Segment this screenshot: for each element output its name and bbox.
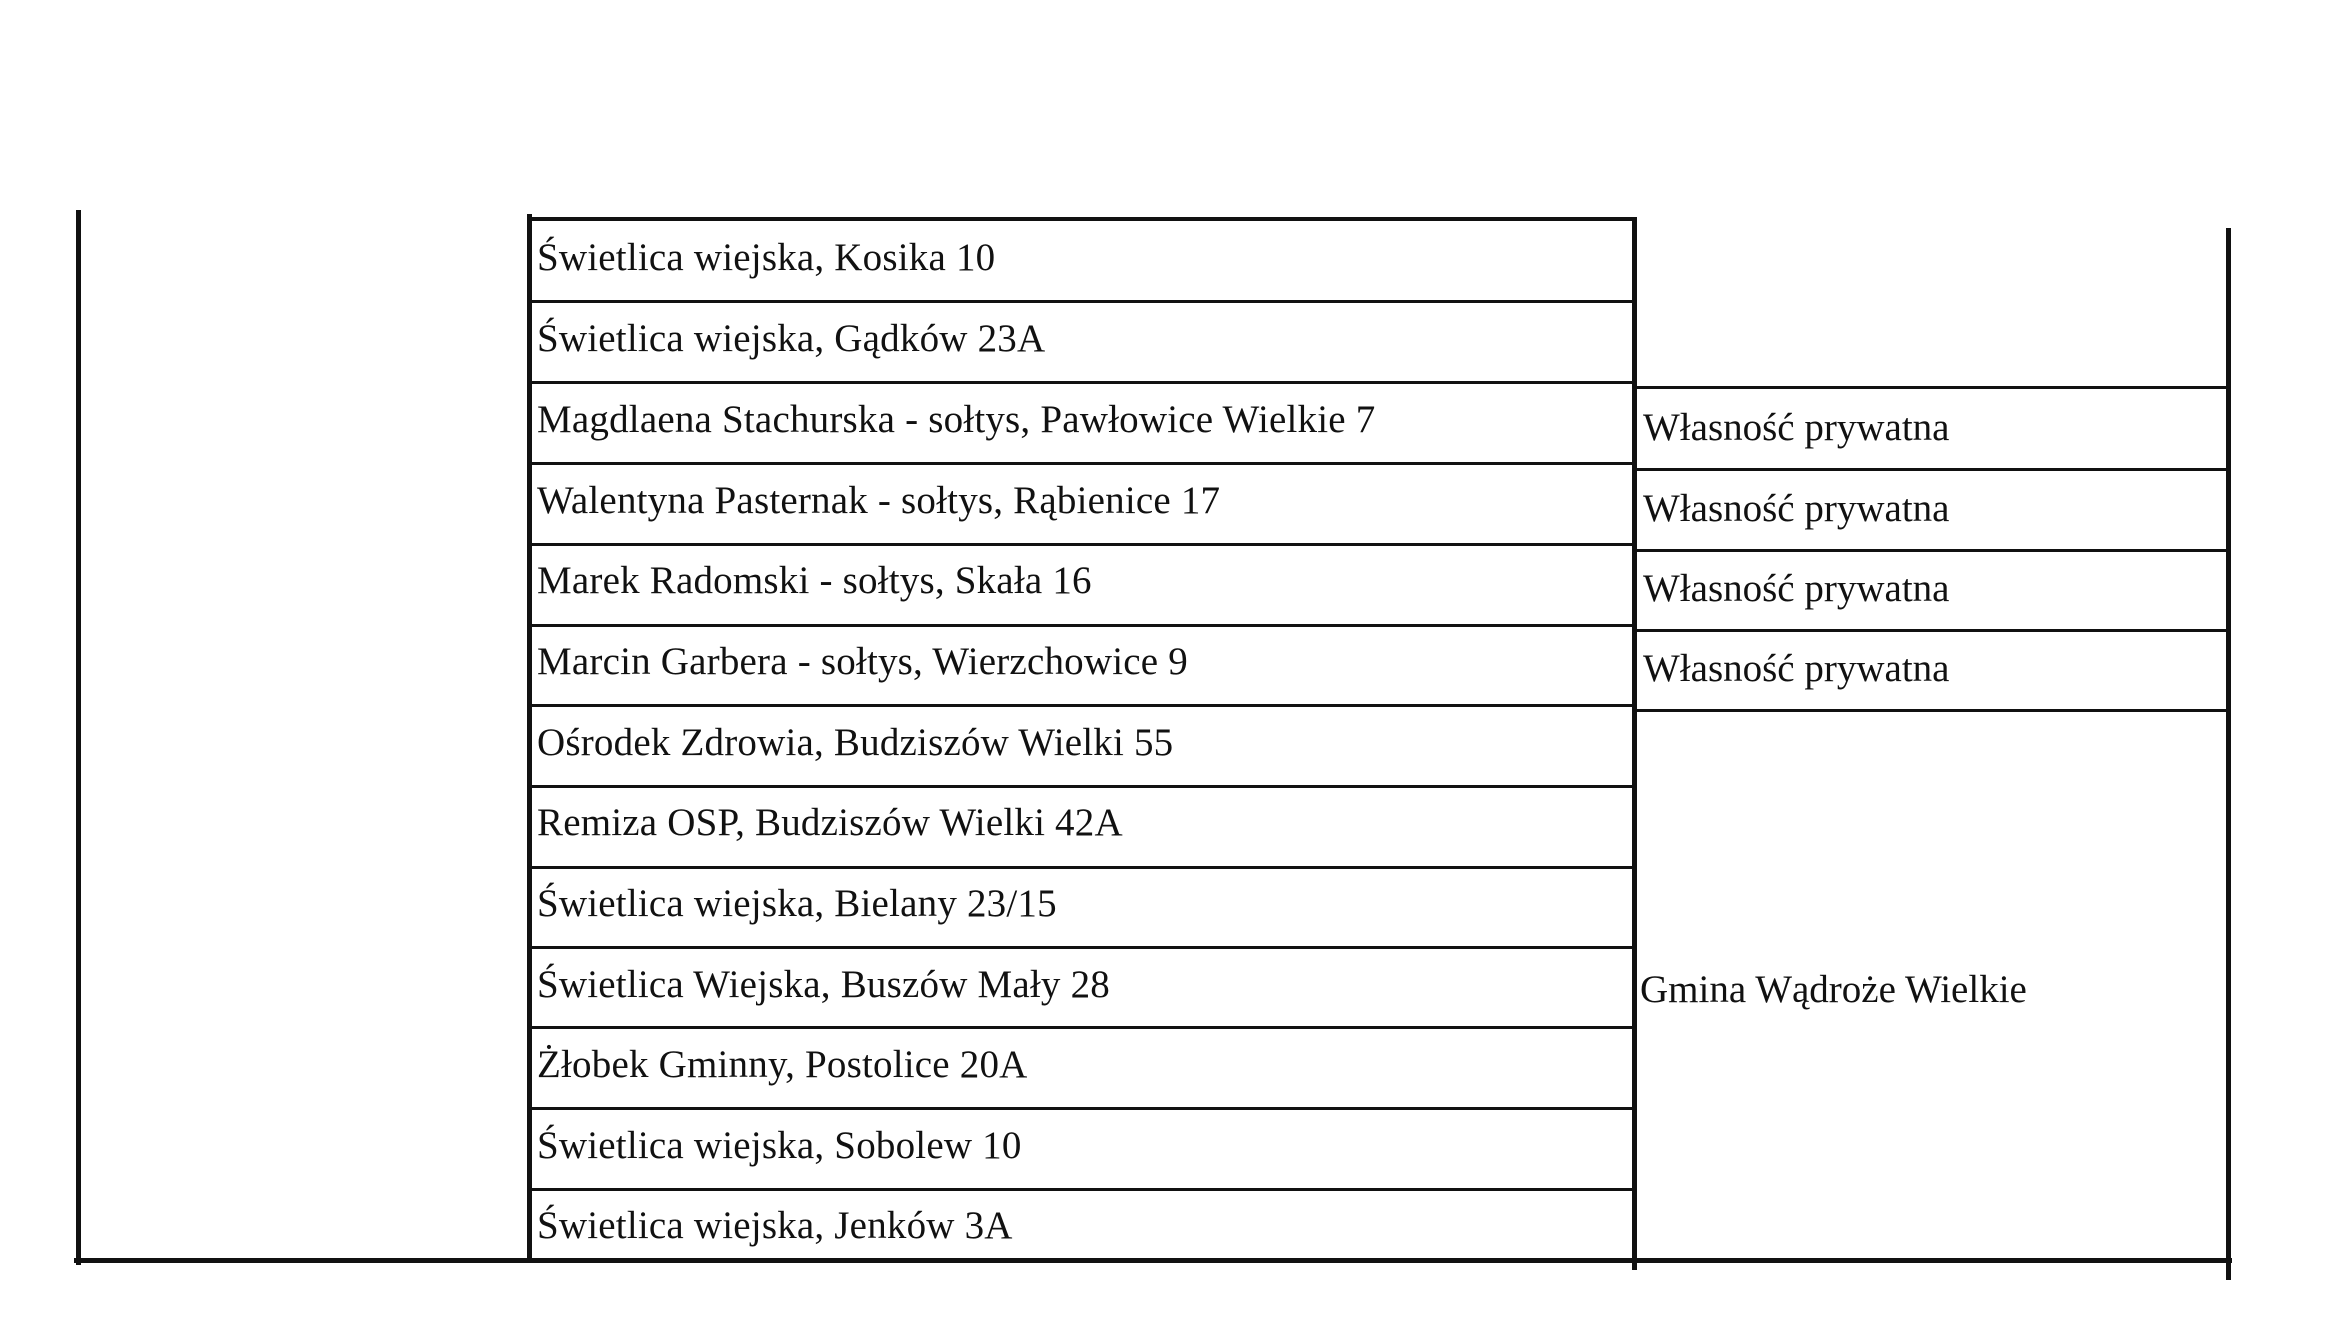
row-separator [530,785,1635,788]
table-cell-location: Walentyna Pasternak - sołtys, Rąbienice 17 [537,479,1221,522]
row-separator [530,300,1635,303]
right-row-separator [1634,468,2228,471]
table-cell-location: Remiza OSP, Budziszów Wielki 42A [537,801,1123,844]
row-separator [530,543,1635,546]
table-cell-location: Marek Radomski - sołtys, Skała 16 [537,559,1092,602]
table-cell-location: Świetlica wiejska, Sobolew 10 [537,1124,1022,1167]
table-cell-location: Magdlaena Stachurska - sołtys, Pawłowice Wielkie 7 [537,398,1376,441]
right-row-separator [1634,549,2228,552]
row-separator [530,704,1635,707]
table-cell-location: Świetlica wiejska, Gądków 23A [537,317,1046,360]
row-separator [530,1188,1635,1191]
ownership-cell: Własność prywatna [1643,567,1950,610]
middle-column-left-border [527,214,532,1263]
row-separator [530,381,1635,384]
right-row-separator [1634,709,2228,712]
table-cell-location: Żłobek Gminny, Postolice 20A [537,1043,1028,1086]
table-cell-location: Marcin Garbera - sołtys, Wierzchowice 9 [537,640,1188,683]
table-left-border [76,210,81,1265]
row-separator [530,462,1635,465]
row-separator [530,1026,1635,1029]
row-separator [530,1107,1635,1110]
ownership-cell: Własność prywatna [1643,406,1950,449]
table-cell-location: Świetlica wiejska, Bielany 23/15 [537,882,1057,925]
ownership-cell-municipality: Gmina Wądroże Wielkie [1640,968,2027,1011]
ownership-cell: Własność prywatna [1643,647,1950,690]
ownership-cell: Własność prywatna [1643,487,1950,530]
row-separator [530,624,1635,627]
row-separator [530,946,1635,949]
table-cell-location: Świetlica wiejska, Jenków 3A [537,1204,1013,1247]
middle-column-right-border [1632,220,1637,1270]
right-row-separator [1634,629,2228,632]
table-bottom-border [74,1258,2232,1263]
middle-column-top-border [527,217,1637,221]
table-cell-location: Ośrodek Zdrowia, Budziszów Wielki 55 [537,721,1174,764]
table-cell-location: Świetlica Wiejska, Buszów Mały 28 [537,963,1110,1006]
right-row-separator [1634,386,2228,389]
table-cell-location: Świetlica wiejska, Kosika 10 [537,236,996,279]
row-separator [530,866,1635,869]
